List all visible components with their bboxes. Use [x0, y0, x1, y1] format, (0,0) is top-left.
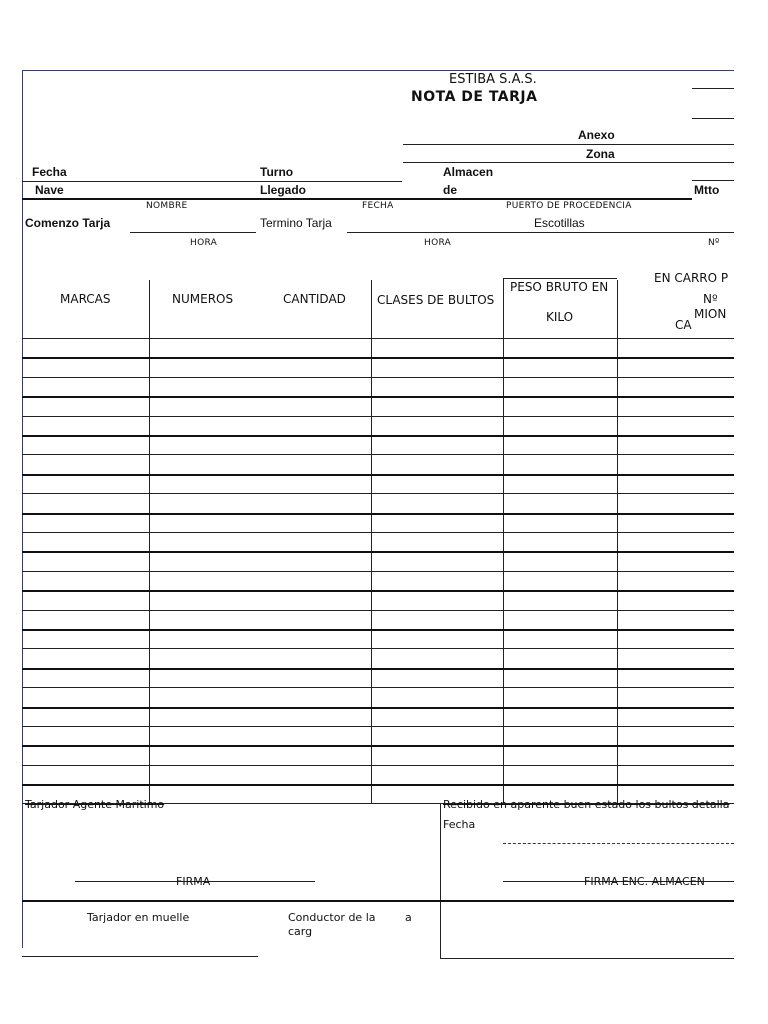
anexo-line [403, 144, 734, 145]
llegado-label: Llegado [260, 183, 307, 197]
table-header-bottom-line [22, 338, 734, 339]
table-row[interactable] [22, 513, 734, 515]
table-row[interactable] [22, 610, 734, 611]
table-row[interactable] [22, 493, 734, 494]
table-row[interactable] [22, 474, 734, 476]
anexo-label: Anexo [578, 128, 615, 142]
table-row[interactable] [22, 590, 734, 592]
comenzo-line [130, 232, 256, 233]
mtto-label: Mtto [694, 183, 720, 197]
table-row[interactable] [22, 571, 734, 572]
footer-divider [440, 803, 441, 958]
fecha-dashed-line [503, 843, 734, 844]
zona-line [403, 162, 734, 163]
table-row[interactable] [22, 551, 734, 553]
escotillas-label: Escotillas [534, 216, 585, 230]
almacen-label: Almacen [443, 165, 494, 179]
table-row[interactable] [22, 648, 734, 649]
table-row[interactable] [22, 668, 734, 670]
header-line-right-2 [692, 118, 734, 119]
footer-fecha-label: Fecha [443, 818, 476, 831]
table-row[interactable] [22, 784, 734, 786]
form-top-border [22, 70, 734, 71]
tarjador-agente-label: Tarjador Agente Maritimo [25, 798, 165, 811]
col-header-carro-2: Nº [703, 292, 718, 306]
footer-bottom-left-line [22, 956, 258, 957]
col-header-cantidad: CANTIDAD [283, 292, 346, 306]
table-row[interactable] [22, 377, 734, 378]
zona-right-line [692, 180, 734, 181]
table-row[interactable] [22, 454, 734, 455]
table-row[interactable] [22, 416, 734, 417]
col-header-carro-4: CA [675, 318, 692, 332]
page-title: NOTA DE TARJA [411, 89, 538, 105]
tarjador-muelle-label: Tarjador en muelle [87, 911, 190, 924]
table-row[interactable] [22, 357, 734, 359]
hora-caption-1: HORA [190, 238, 218, 248]
comenzo-label: Comenzo Tarja [25, 216, 111, 230]
fecha-caption: FECHA [362, 201, 394, 211]
table-row[interactable] [22, 532, 734, 533]
turno-label: Turno [260, 165, 294, 179]
recibido-label: Recibido en aparente buen estado los bultos detalla [443, 798, 730, 811]
col-header-marcas: MARCAS [60, 292, 111, 306]
table-row[interactable] [22, 396, 734, 398]
firma-almacen-label: FIRMA ENC. ALMACEN [584, 875, 705, 888]
conductor-label-a: a [405, 911, 412, 924]
termino-line [347, 232, 734, 233]
col-header-numeros: NUMEROS [172, 292, 234, 306]
firma-label: FIRMA [176, 875, 211, 888]
nave-label: Nave [35, 183, 64, 197]
puerto-caption: PUERTO DE PROCEDENCIA [506, 201, 632, 211]
conductor-label-1: Conductor de la [288, 911, 376, 924]
termino-label: Termino Tarja [260, 216, 332, 230]
hora-caption-2: HORA [424, 238, 452, 248]
form-left-border [22, 70, 23, 948]
table-row[interactable] [22, 765, 734, 766]
company-name: ESTIBA S.A.S. [449, 72, 537, 87]
peso-header-top-line [503, 278, 617, 279]
table-row[interactable] [22, 726, 734, 727]
table-row[interactable] [22, 707, 734, 709]
footer-mid-line [22, 900, 734, 902]
numero-caption: Nº [708, 238, 720, 248]
nombre-caption: NOMBRE [146, 201, 188, 211]
nave-line [22, 198, 692, 200]
table-row[interactable] [22, 629, 734, 631]
col-header-carro-1: EN CARRO P [654, 271, 729, 285]
table-row[interactable] [22, 745, 734, 747]
conductor-label-2: carg [288, 925, 313, 938]
table-row[interactable] [22, 435, 734, 437]
col-header-carro-3: MION [694, 307, 727, 321]
footer-bottom-right-line [440, 958, 734, 959]
col-header-peso-1: PESO BRUTO EN [510, 280, 609, 294]
header-line-right-1 [692, 88, 734, 89]
fecha-line [22, 181, 402, 182]
fecha-label: Fecha [32, 165, 67, 179]
de-label: de [443, 183, 458, 197]
table-row[interactable] [22, 687, 734, 688]
col-header-clases: CLASES DE BULTOS [377, 293, 495, 307]
zona-label: Zona [586, 147, 615, 161]
col-header-peso-2: KILO [546, 310, 574, 324]
